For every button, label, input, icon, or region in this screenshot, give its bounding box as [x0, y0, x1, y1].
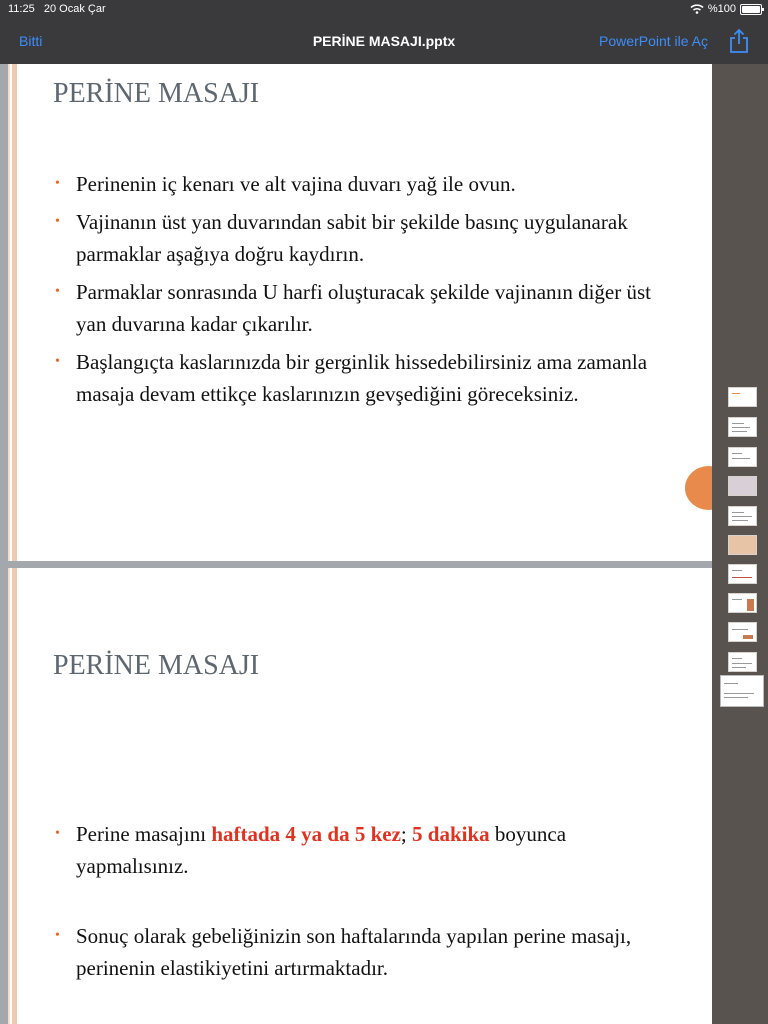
- bullet-dot-icon: •: [55, 354, 60, 369]
- slide-accent-bar: [8, 568, 10, 1024]
- slide-thumbnail[interactable]: [728, 535, 757, 555]
- bullet-item: [53, 346, 682, 410]
- highlight-duration: 5 dakika: [412, 822, 490, 846]
- slide-thumbnail[interactable]: [728, 476, 757, 496]
- bullet-text: Başlangıçta kaslarınızda bir gerginlik hissedebilirsiniz ama zamanla masaja devam ettikçe kaslarınızın gevşediğini göreceksiniz.: [76, 350, 648, 406]
- bullet-text: Vajinanın üst yan duvarından sabit bir şekilde basınç uygulanarak parmaklar aşağıya doğru kaydırın.: [76, 210, 628, 266]
- date: 20 Ocak Çar: [43, 3, 106, 15]
- slide-thumbnail[interactable]: [728, 506, 757, 526]
- bullet-text-part: ;: [400, 822, 413, 846]
- open-in-powerpoint-button[interactable]: PowerPoint ile Aç: [599, 33, 708, 49]
- slide-thumbnail[interactable]: [728, 593, 757, 613]
- status-bar: [0, 0, 768, 18]
- bullet-text: Perinenin iç kenarı ve alt vajina duvarı yağ ile ovun.: [76, 172, 516, 196]
- slide-title: PERİNE MASAJI: [53, 78, 260, 109]
- bullet-dot-icon: •: [55, 176, 60, 191]
- slide-viewer[interactable]: [0, 64, 712, 1024]
- bullet-item: [53, 920, 682, 984]
- bullet-text-part: Perine masajını: [76, 822, 212, 846]
- clock: 11:25: [8, 3, 35, 15]
- slide-thumbnail-rail: [712, 64, 768, 1024]
- bullet-item: [53, 206, 682, 270]
- slide-1: [8, 64, 712, 561]
- done-button[interactable]: Bitti: [19, 33, 43, 49]
- wifi-icon: [690, 4, 704, 14]
- slide-thumbnail[interactable]: [728, 652, 757, 672]
- battery-percent: %100: [707, 3, 736, 15]
- bullet-dot-icon: •: [55, 928, 60, 943]
- bullet-list: [53, 168, 682, 416]
- slide-accent-bar: [8, 64, 10, 561]
- slide-accent-stripe: [12, 64, 17, 561]
- bullet-dot-icon: •: [55, 826, 60, 841]
- slide-thumbnail[interactable]: [728, 387, 757, 407]
- bullet-text-part: boyunca yapmalısınız.: [76, 822, 567, 878]
- bullet-text: Sonuç olarak gebeliğinizin son haftalarında yapılan perine masajı, perinenin elastikiyetini artırmaktadır.: [76, 924, 632, 980]
- share-icon[interactable]: [728, 28, 750, 54]
- slide-thumbnail-current[interactable]: [720, 675, 764, 707]
- bullet-text: Parmaklar sonrasında U harfi oluşturacak şekilde vajinanın diğer üst yan duvarına kadar çıkarılır.: [76, 280, 651, 336]
- status-time: [8, 3, 106, 15]
- navigation-bar: [0, 18, 768, 64]
- bullet-dot-icon: •: [55, 284, 60, 299]
- highlight-frequency: haftada 4 ya da 5 kez: [211, 822, 401, 846]
- bullet-item: [53, 276, 682, 340]
- bullet-dot-icon: •: [55, 214, 60, 229]
- slide-title: PERİNE MASAJI: [53, 650, 260, 681]
- document-title: PERİNE MASAJI.pptx: [312, 33, 456, 49]
- slide-thumbnail[interactable]: [728, 622, 757, 642]
- battery-icon: [740, 4, 762, 15]
- slide-2: [8, 568, 712, 1024]
- slide-thumbnail[interactable]: [728, 564, 757, 584]
- bullet-list: [53, 818, 682, 990]
- status-right: [690, 3, 762, 15]
- bullet-item: [53, 818, 682, 882]
- slide-thumbnail[interactable]: [728, 417, 757, 437]
- bullet-item: [53, 168, 682, 200]
- slide-thumbnail[interactable]: [728, 447, 757, 467]
- slide-accent-stripe: [12, 568, 17, 1024]
